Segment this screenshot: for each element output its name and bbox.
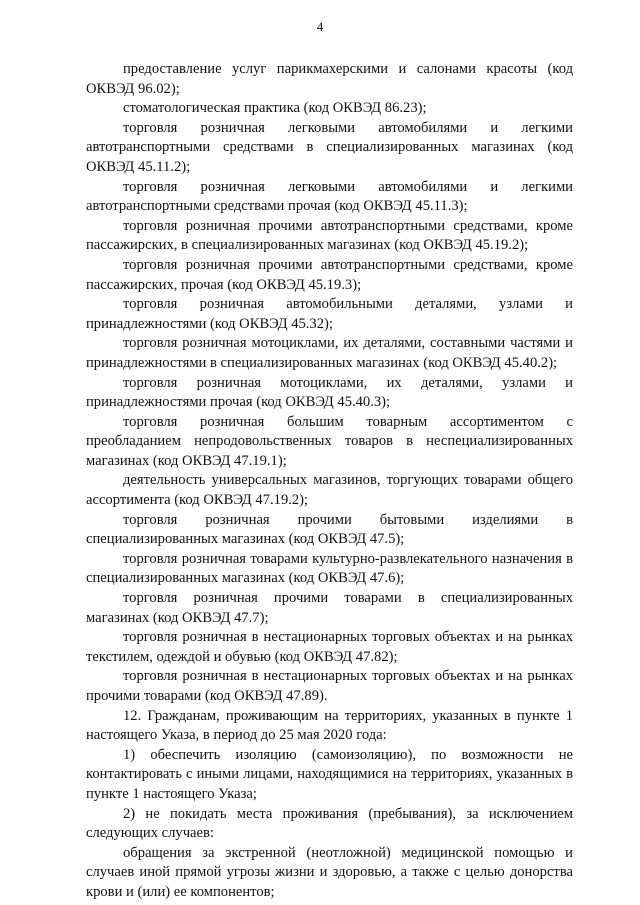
paragraph-okved-96-02: предоставление услуг парикмахерскими и салонами красоты (код ОКВЭД 96.02);: [86, 61, 573, 97]
paragraph-okved-45-40-3: торговля розничная мотоциклами, их деталями, узлами и принадлежностями прочая (код ОКВЭД 45.40.3);: [86, 374, 573, 411]
paragraph-okved-45-11-2: торговля розничная легковыми автомобилями и легкими автотранспортными средствами в специализированных магазинах (код ОКВЭД 45.11.2);: [86, 119, 573, 175]
paragraph-okved-47-19-1: торговля розничная большим товарным ассортиментом с преобладанием непродовольственных товаров в неспециализированных магазинах (код ОКВЭД 47.19.1);: [86, 413, 573, 469]
document-body: [86, 60, 573, 903]
paragraph-okved-45-19-3: торговля розничная прочими автотранспортными средствами, кроме пассажирских, прочая (код ОКВЭД 45.19.3);: [86, 256, 573, 293]
paragraph-emergency-medical: обращения за экстренной (неотложной) медицинской помощью и случаев иной прямой угрозы жизни и здоровью, а также с целью донорства крови и (или) ее компонентов;: [86, 844, 573, 900]
paragraph-okved-45-40-2: торговля розничная мотоциклами, их деталями, составными частями и принадлежностями в специализированных магазинах (код ОКВЭД 45.40.2);: [86, 335, 573, 371]
paragraph-subitem-2: 2) не покидать места проживания (пребывания), за исключением следующих случаев:: [86, 805, 573, 842]
paragraph-okved-86-23: стоматологическая практика (код ОКВЭД 86.23);: [123, 100, 427, 117]
paragraph-okved-47-6: торговля розничная товарами культурно-развлекательного назначения в специализированных магазинах (код ОКВЭД 47.6);: [86, 550, 573, 587]
paragraph-okved-47-7: торговля розничная прочими товарами в специализированных магазинах (код ОКВЭД 47.7);: [86, 590, 573, 626]
paragraph-okved-45-11-3: торговля розничная легковыми автомобилями и легкими автотранспортными средствами прочая (код ОКВЭД 45.11.3);: [86, 178, 573, 215]
page-number: 4: [316, 19, 324, 34]
paragraph-item-12: 12. Гражданам, проживающим на территориях, указанных в пункте 1 настоящего Указа, в период до 25 мая 2020 года:: [86, 707, 573, 744]
paragraph-subitem-1: 1) обеспечить изоляцию (самоизоляцию), по возможности не контактировать с иными лицами, находящимися на территориях, указанных в пункте 1 настоящего Указа;: [86, 746, 573, 802]
paragraph-okved-45-32: торговля розничная автомобильными деталями, узлами и принадлежностями (код ОКВЭД 45.32);: [86, 296, 573, 332]
paragraph-okved-45-19-2: торговля розничная прочими автотранспортными средствами, кроме пассажирских, в специализированных магазинах (код ОКВЭД 45.19.2);: [86, 217, 573, 254]
paragraph-okved-47-89: торговля розничная в нестационарных торговых объектах и на рынках прочими товарами (код ОКВЭД 47.89).: [86, 668, 573, 704]
paragraph-okved-47-19-2: деятельность универсальных магазинов, торгующих товарами общего ассортимента (код ОКВЭД 47.19.2);: [86, 472, 573, 509]
paragraph-okved-47-5: торговля розничная прочими бытовыми изделиями в специализированных магазинах (код ОКВЭД 47.5);: [86, 511, 573, 548]
paragraph-okved-47-82: торговля розничная в нестационарных торговых объектах и на рынках текстилем, одеждой и обувью (код ОКВЭД 47.82);: [86, 629, 573, 665]
